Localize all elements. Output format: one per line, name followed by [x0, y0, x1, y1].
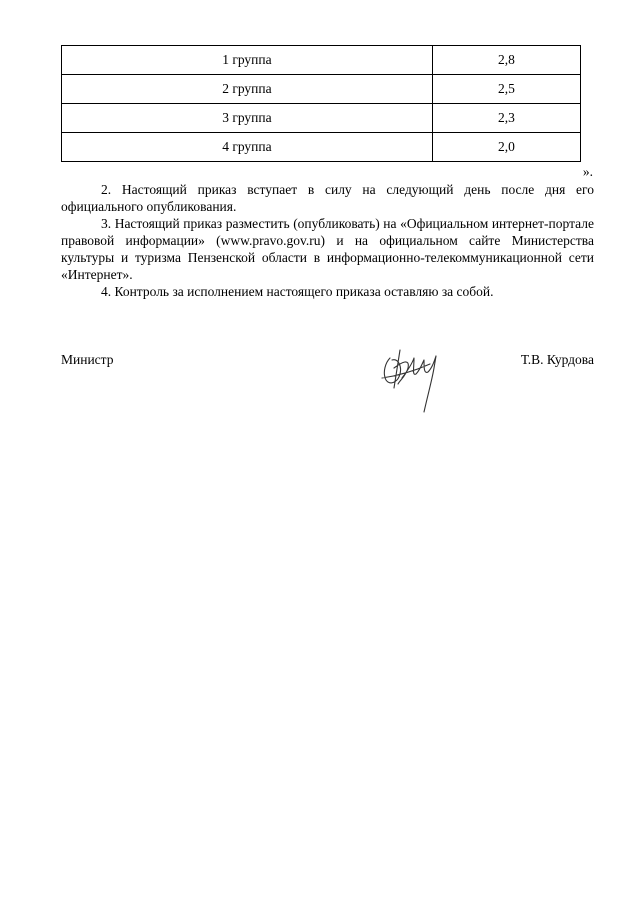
group-cell: 3 группа [62, 104, 433, 133]
value-cell: 2,5 [432, 75, 580, 104]
coefficient-table [61, 45, 581, 162]
paragraph-3: 3. Настоящий приказ разместить (опубликовать) на «Официальном интернет-портале правовой информации» (www.pravo.gov.ru) и на официальном сайте Министерства культуры и туризма Пензенской области в информационно-телекоммуникационной сети «Интернет». [61, 216, 594, 282]
value-cell: 2,8 [432, 46, 580, 75]
handwritten-signature [372, 328, 452, 418]
table-row [62, 46, 581, 75]
group-cell: 2 группа [62, 75, 433, 104]
table-row [62, 75, 581, 104]
paragraph-4: 4. Контроль за исполнением настоящего приказа оставляю за собой. [101, 284, 494, 299]
value-cell: 2,3 [432, 104, 580, 133]
order-paragraphs [61, 181, 594, 300]
group-cell: 1 группа [62, 46, 433, 75]
table-row [62, 104, 581, 133]
signer-name: Т.В. Курдова [520, 352, 594, 367]
value-cell: 2,0 [432, 133, 580, 162]
paragraph-2: 2. Настоящий приказ вступает в силу на следующий день после дня его официального опубликования. [61, 182, 594, 214]
table-row [62, 133, 581, 162]
closing-quote: ». [582, 164, 593, 179]
group-cell: 4 группа [62, 133, 433, 162]
signer-title: Министр [61, 352, 114, 367]
